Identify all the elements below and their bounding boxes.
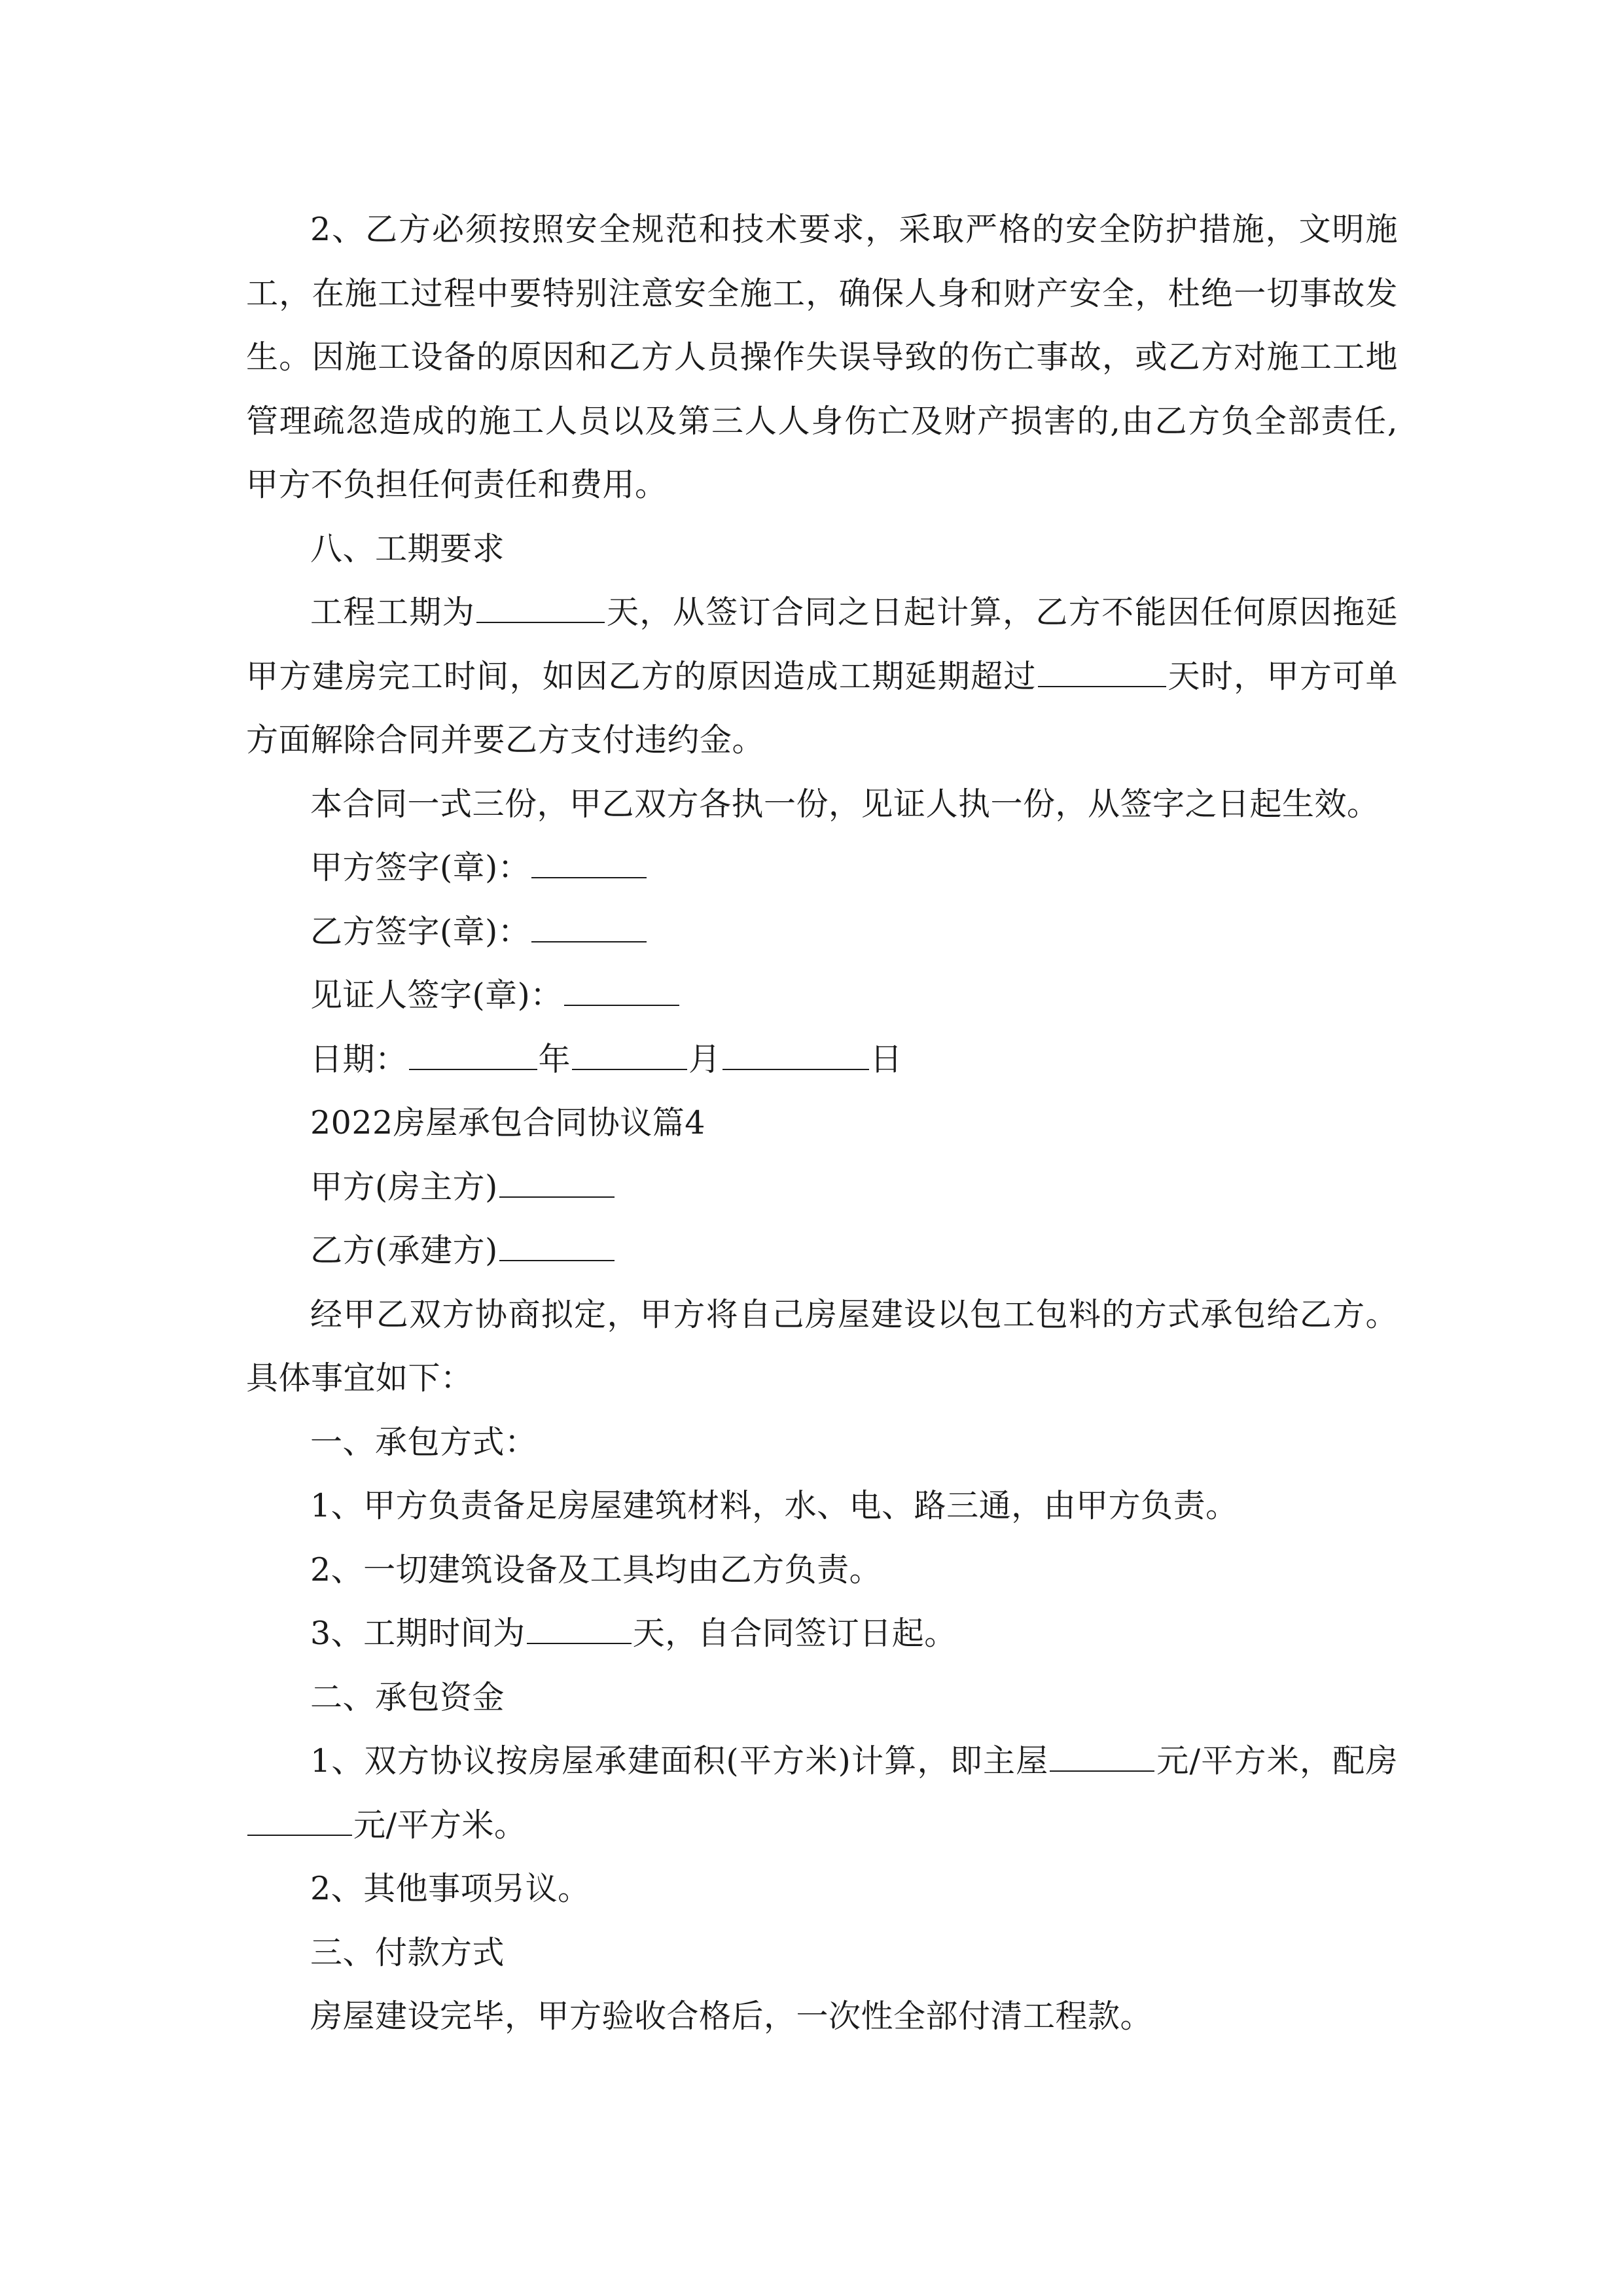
date-month-label: 月 (688, 1040, 721, 1078)
blank-signature-party-a (531, 848, 647, 878)
signature-label-party-b: 乙方签字(章)： (310, 912, 531, 950)
contract-title: 2022房屋承包合同协议篇4 (310, 1104, 705, 1141)
blank-day (722, 1040, 869, 1070)
blank-duration-days (527, 1614, 632, 1644)
party-a-line (246, 1155, 1398, 1219)
blank-annex-price (247, 1806, 352, 1836)
blank-month (572, 1040, 687, 1070)
section-heading-funds: 二、承包资金 (310, 1678, 505, 1716)
signature-line-witness (246, 963, 1398, 1028)
blank-days-field (476, 593, 605, 623)
signature-line-party-a (246, 836, 1398, 900)
blank-year (409, 1040, 537, 1070)
section-heading-payment: 三、付款方式 (310, 1933, 505, 1971)
clause-materials: 1、甲方负责备足房屋建筑材料，水、电、路三通，由甲方负责。 (310, 1487, 1238, 1524)
party-b-label: 乙方(承建方) (310, 1232, 498, 1269)
paragraph-safety-clause: 2、乙方必须按照安全规范和技术要求，采取严格的安全防护措施，文明施工，在施工过程中要特别注意安全施工，确保人身和财产安全，杜绝一切事故发生。因施工设备的原因和乙方人员操作失误导致的伤亡事故，或乙方对施工工地管理疏忽造成的施工人员以及第三人人身伤亡及财产损害的,由乙方负全部责任,甲方不负担任何责任和费用。 (246, 211, 1398, 503)
signature-line-party-b (246, 900, 1398, 964)
pricing-text-1: 1、双方协议按房屋承建面积(平方米)计算，即主屋 (310, 1742, 1049, 1780)
blank-signature-party-b (531, 912, 647, 942)
blank-delay-days-field (1038, 657, 1166, 687)
blank-signature-witness (564, 976, 679, 1006)
paragraph-schedule (246, 581, 1398, 772)
pricing-text-2: 元/平方米，配房 (1156, 1742, 1398, 1780)
date-year-label: 年 (538, 1040, 571, 1078)
signature-label-party-a: 甲方签字(章)： (310, 849, 531, 886)
blank-main-house-price (1050, 1742, 1154, 1772)
clause-payment: 房屋建设完毕，甲方验收合格后，一次性全部付清工程款。 (310, 1998, 1153, 2035)
clause-pricing (246, 1729, 1398, 1857)
clause-equipment: 2、一切建筑设备及工具均由乙方负责。 (310, 1551, 882, 1588)
date-day-label: 日 (870, 1040, 903, 1078)
section-heading-schedule: 八、工期要求 (310, 529, 505, 567)
blank-party-b (499, 1231, 615, 1261)
date-label: 日期： (310, 1040, 408, 1078)
paragraph-agreement: 经甲乙双方协商拟定，甲方将自己房屋建设以包工包料的方式承包给乙方。具体事宜如下： (246, 1295, 1398, 1397)
section-heading-method: 一、承包方式： (310, 1423, 537, 1461)
clause-duration (246, 1602, 1398, 1666)
blank-party-a (499, 1168, 615, 1198)
schedule-text-2: 天，从签订合同之日起计算，乙方不能因任何原因拖延甲方建房完工时间，如因乙方的原因造成工期延期超过 (246, 594, 1398, 695)
clause-other: 2、其他事项另议。 (310, 1870, 590, 1907)
contract-body (246, 198, 1398, 2049)
party-a-label: 甲方(房主方) (310, 1168, 498, 1206)
signature-label-witness: 见证人签字(章)： (310, 977, 563, 1014)
date-line (246, 1028, 1398, 1092)
duration-text-2: 天，自合同签订日起。 (632, 1615, 957, 1652)
party-b-line (246, 1219, 1398, 1283)
schedule-text-3: 天时，甲方可单方面解除合同并要乙方支付违约金。 (246, 657, 1398, 759)
duration-text-1: 3、工期时间为 (310, 1615, 526, 1652)
schedule-text-1: 工程工期为 (310, 594, 476, 631)
paragraph-copies: 本合同一式三份，甲乙双方各执一份，见证人执一份，从签字之日起生效。 (310, 785, 1380, 823)
pricing-text-3: 元/平方米。 (353, 1806, 527, 1844)
